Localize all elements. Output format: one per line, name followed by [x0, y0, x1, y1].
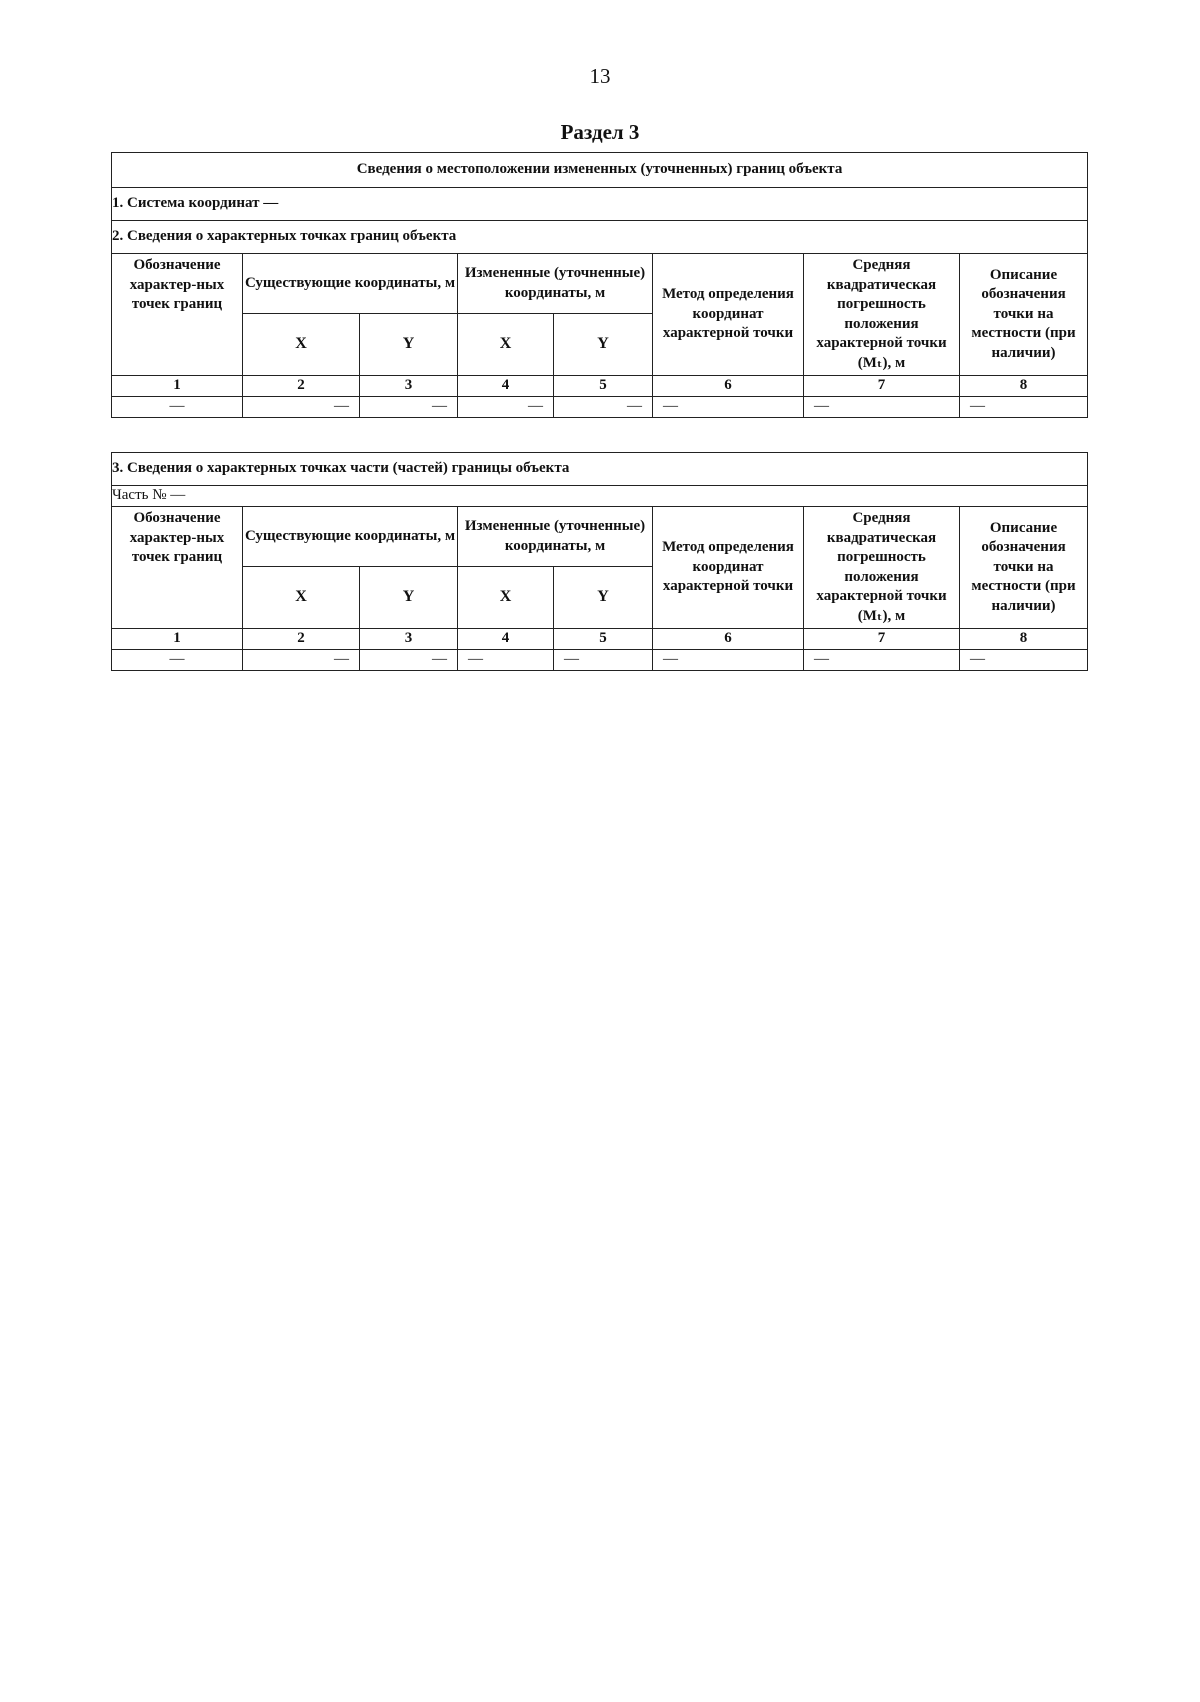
part-points-subtitle: 3. Сведения о характерных точках части (частей) границы объекта	[112, 453, 1088, 486]
header-changed-coords: Измененные (уточненные) координаты, м	[458, 254, 653, 314]
section-title: Раздел 3	[560, 120, 640, 144]
header-designation: Обозначение характер-ных точек границ	[112, 507, 243, 629]
column-number: 8	[960, 376, 1088, 397]
header-changed-y: Y	[554, 567, 653, 629]
column-number: 5	[554, 376, 653, 397]
header-error: Средняя квадратическая погрешность положения характерной точки (Mₜ), м	[804, 254, 960, 376]
part-boundary-points-table	[111, 452, 1088, 671]
header-description: Описание обозначения точки на местности (при наличии)	[960, 507, 1088, 629]
empty-cell: —	[663, 398, 678, 415]
coordinate-system-row: 1. Система координат —	[112, 188, 1088, 221]
header-designation: Обозначение характер-ных точек границ	[112, 254, 243, 376]
empty-cell: —	[528, 398, 543, 415]
column-number-row	[112, 376, 1088, 397]
header-error: Средняя квадратическая погрешность положения характерной точки (Mₜ), м	[804, 507, 960, 629]
header-changed-coords: Измененные (уточненные) координаты, м	[458, 507, 653, 567]
header-existing-coords: Существующие координаты, м	[243, 254, 458, 314]
header-existing-y: Y	[360, 314, 458, 376]
part-number-row: Часть № —	[112, 486, 1088, 507]
column-number: 3	[360, 376, 458, 397]
empty-cell: —	[814, 398, 829, 415]
empty-cell: —	[334, 651, 349, 668]
empty-cell: —	[564, 651, 579, 668]
column-number: 3	[360, 629, 458, 650]
header-existing-x: X	[243, 567, 360, 629]
column-number: 2	[243, 629, 360, 650]
header-changed-x: X	[458, 314, 554, 376]
column-number: 1	[112, 629, 243, 650]
column-number: 4	[458, 376, 554, 397]
boundary-points-table	[111, 152, 1088, 418]
header-existing-x: X	[243, 314, 360, 376]
table-row	[112, 650, 1088, 671]
empty-cell: —	[970, 651, 985, 668]
column-number: 7	[804, 629, 960, 650]
column-number: 7	[804, 376, 960, 397]
empty-cell: —	[169, 651, 185, 668]
column-number: 2	[243, 376, 360, 397]
header-existing-y: Y	[360, 567, 458, 629]
empty-cell: —	[432, 398, 447, 415]
column-number-row	[112, 629, 1088, 650]
header-description: Описание обозначения точки на местности (при наличии)	[960, 254, 1088, 376]
column-number: 6	[653, 376, 804, 397]
column-number: 4	[458, 629, 554, 650]
header-existing-coords: Существующие координаты, м	[243, 507, 458, 567]
empty-cell: —	[663, 651, 678, 668]
empty-cell: —	[334, 398, 349, 415]
empty-cell: —	[814, 651, 829, 668]
column-number: 6	[653, 629, 804, 650]
points-subtitle: 2. Сведения о характерных точках границ объекта	[112, 221, 1088, 254]
empty-cell: —	[432, 651, 447, 668]
page-number: 13	[589, 64, 611, 88]
empty-cell: —	[468, 651, 483, 668]
header-method: Метод определения координат характерной точки	[653, 254, 804, 376]
empty-cell: —	[169, 398, 185, 415]
column-number: 8	[960, 629, 1088, 650]
empty-cell: —	[627, 398, 642, 415]
header-changed-x: X	[458, 567, 554, 629]
column-number: 1	[112, 376, 243, 397]
table-row	[112, 397, 1088, 418]
empty-cell: —	[970, 398, 985, 415]
table-title: Сведения о местоположении измененных (уточненных) границ объекта	[112, 153, 1088, 188]
column-number: 5	[554, 629, 653, 650]
header-method: Метод определения координат характерной точки	[653, 507, 804, 629]
header-changed-y: Y	[554, 314, 653, 376]
